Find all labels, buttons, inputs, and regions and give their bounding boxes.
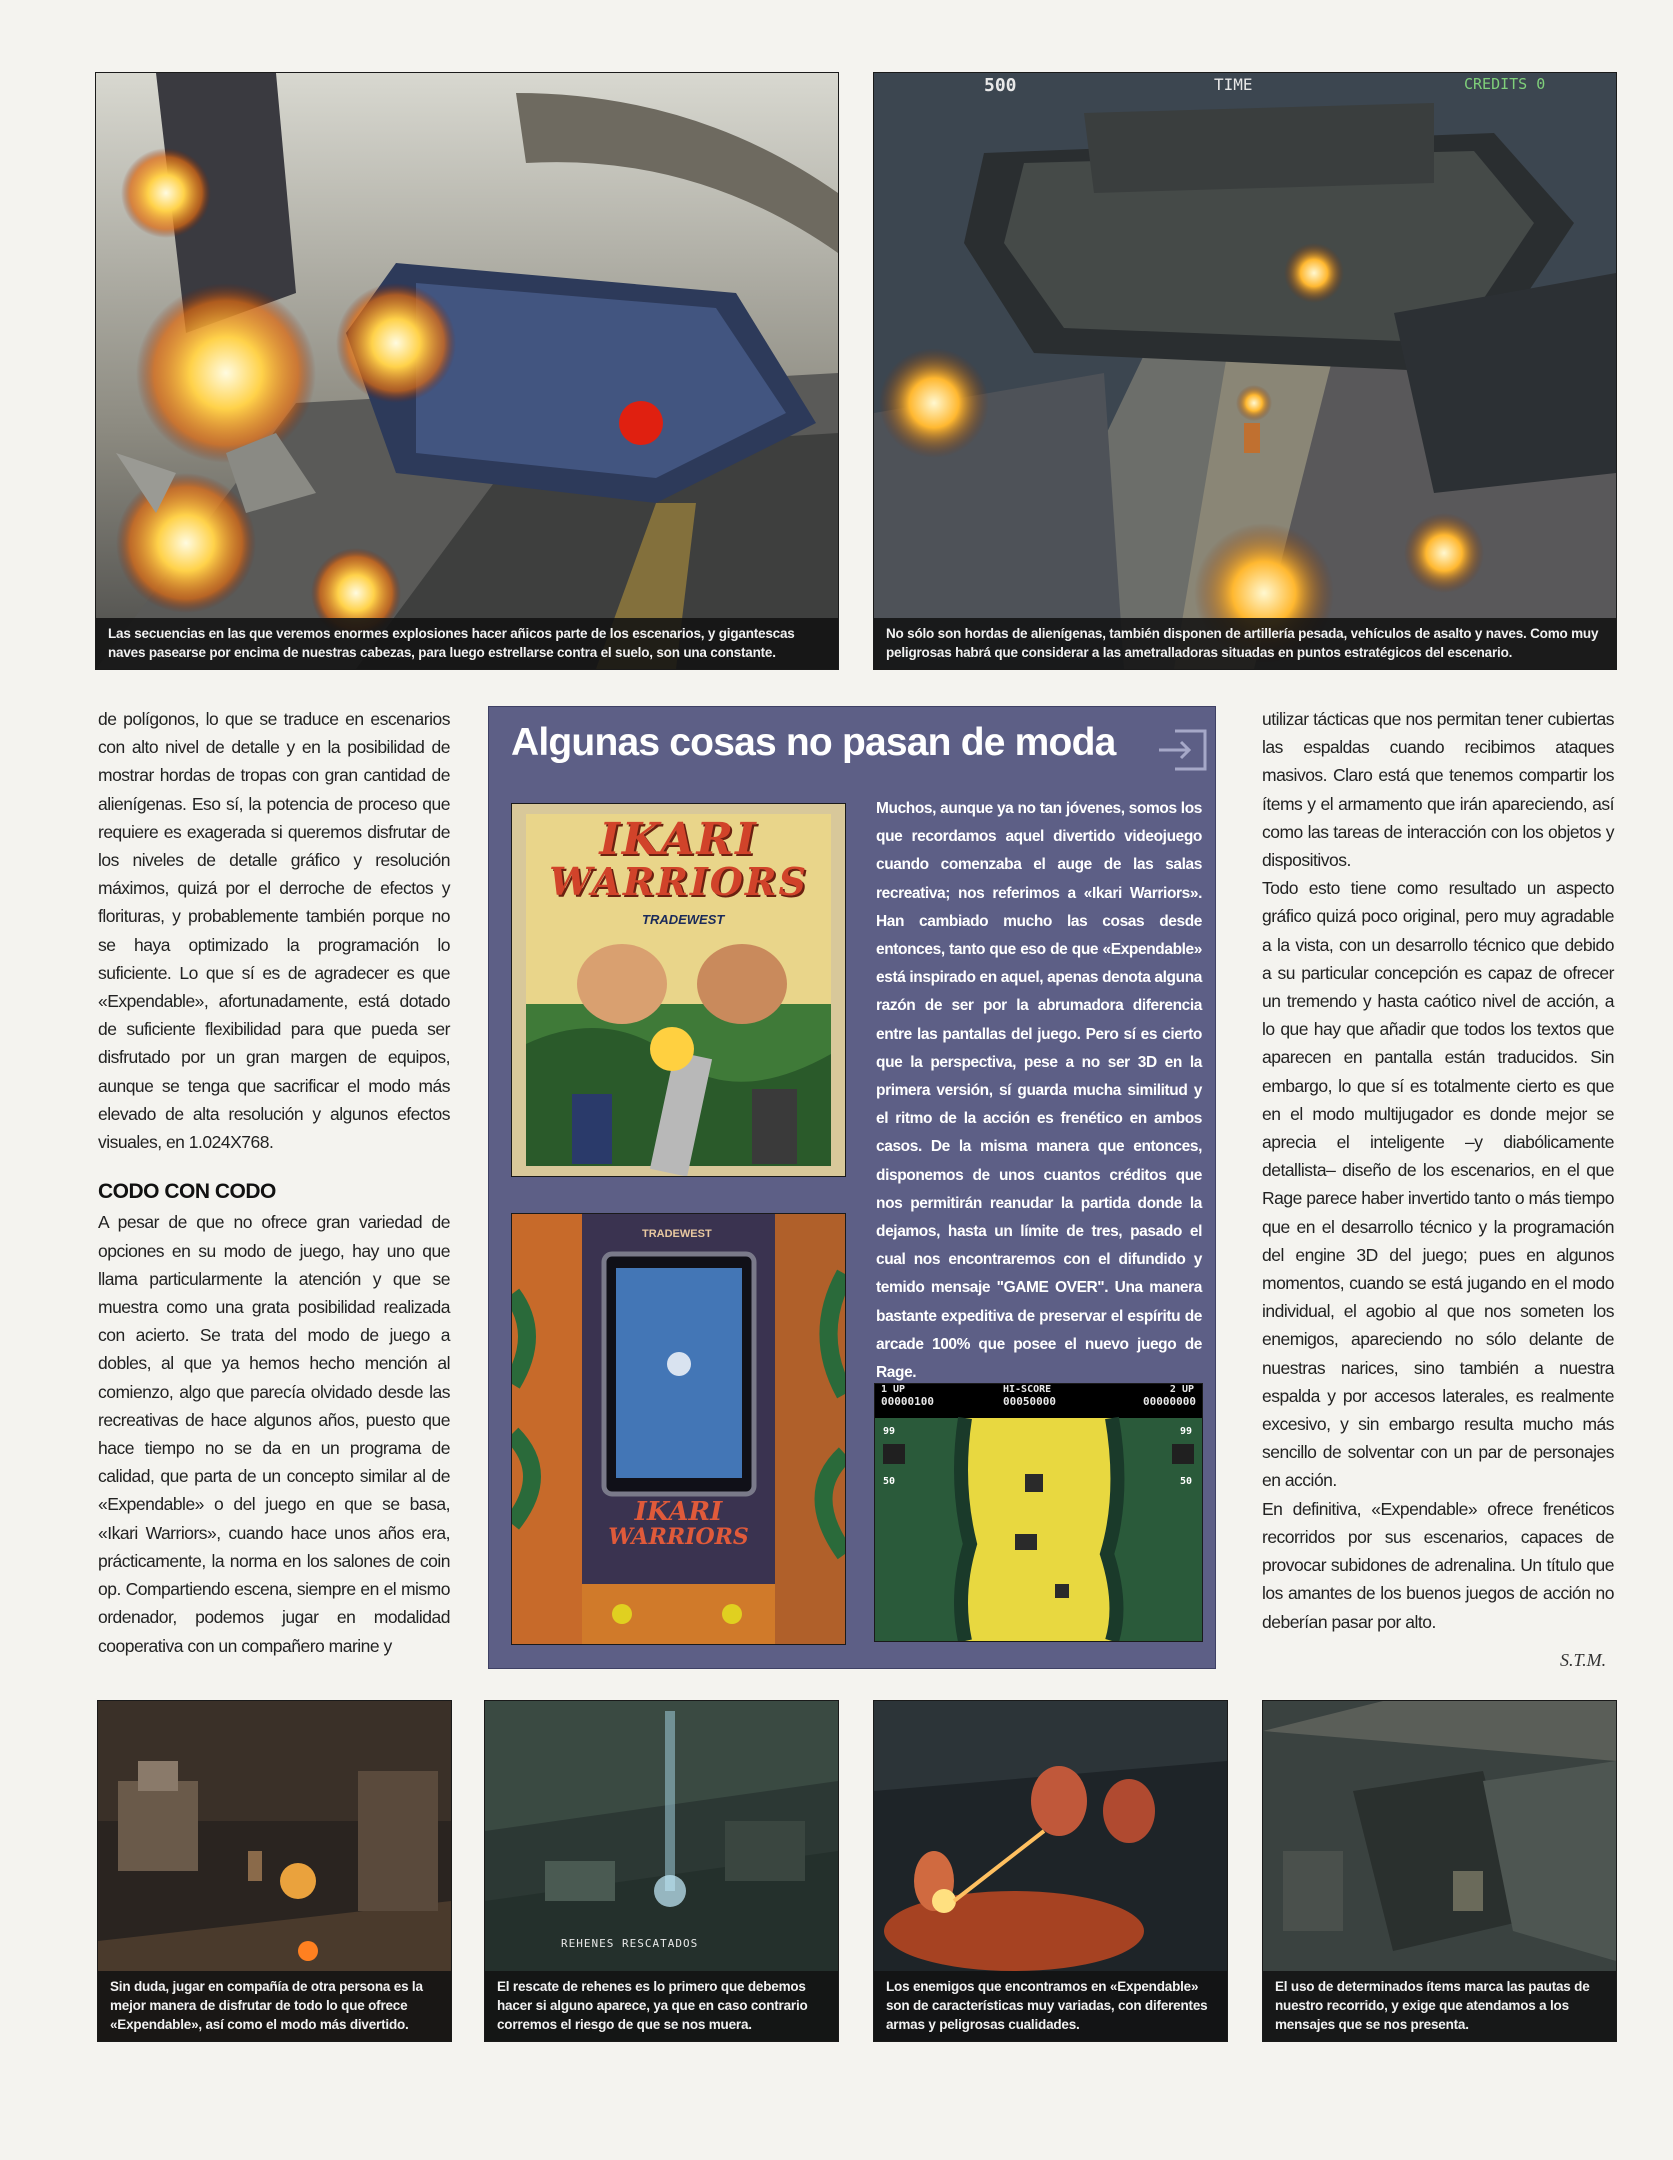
body-paragraph: En definitiva, «Expendable» ofrece frenéticos recorridos por sus escenarios, capaces de provocar subidones de adrenalina. Un título que los amantes de los buenos juegos de acción no deberían pasar por alto. bbox=[1262, 1498, 1614, 1632]
body-paragraph: A pesar de que no ofrece gran variedad de opciones en su modo de juego, hay uno que llama particularmente la atención y que se muestra como una grata posibilidad realizada con acierto. Se trata del modo de juego a dobles, al que ya hemos hecho mención al comienzo, algo que parecía olvidado desde las recreativas de hace algunos años, puesto que hace tiempo no se da en un programa de calidad, que parta de un concepto similar al de «Expendable» o del juego en que se basa, «Ikari Warriors», cuando hace unos años era, prácticamente, la norma en los salones de coin op. Compartiendo escena, siempre en el mismo ordenador, podemos jugar en modalidad cooperativa con un compañero marine y bbox=[98, 1212, 450, 1656]
exit-icon bbox=[1155, 727, 1209, 773]
sidebar-box bbox=[488, 706, 1216, 1669]
poster-logo: IKARI WARRIORS bbox=[549, 814, 808, 904]
cabinet-logo: IKARI WARRIORS bbox=[608, 1497, 749, 1550]
hud-time: TIME bbox=[1214, 75, 1253, 94]
screenshot-enemies bbox=[873, 1700, 1228, 2042]
photo-caption: El rescate de rehenes es lo primero que debemos hacer si alguno aparece, ya que en caso contrario corremos el riesgo de que se nos muera. bbox=[485, 1971, 838, 2041]
article-column-left bbox=[98, 705, 450, 1660]
photo-caption: Los enemigos que encontramos en «Expendable» son de características muy variadas, con diferentes armas y peligrosas cualidades. bbox=[874, 1971, 1227, 2041]
hud-score: 500 bbox=[984, 75, 1017, 96]
arcade-hud-2up-score: 00000000 bbox=[1143, 1395, 1196, 1408]
arcade-hud-1up-score: 00000100 bbox=[881, 1395, 934, 1408]
arcade-left-count: 99 bbox=[883, 1426, 896, 1437]
arcade-right-count: 99 bbox=[1179, 1426, 1192, 1437]
poster-publisher: TRADEWEST bbox=[642, 912, 725, 927]
cabinet-artwork bbox=[512, 1214, 845, 1644]
arcade-hud-2up: 2 UP bbox=[1169, 1384, 1194, 1395]
screenshot-explosion-ship bbox=[95, 72, 839, 670]
arcade-hud-1up: 1 UP bbox=[881, 1384, 906, 1395]
arcade-left-count: 50 bbox=[883, 1476, 896, 1487]
author-signature: S.T.M. bbox=[1560, 1650, 1607, 1670]
ikari-warriors-poster bbox=[511, 803, 846, 1177]
section-subheading: CODO CON CODO bbox=[98, 1180, 276, 1204]
screenshot-coop bbox=[97, 1700, 452, 2042]
article-column-right bbox=[1262, 705, 1614, 1636]
photo-caption: Las secuencias en las que veremos enormes explosiones hacer añicos parte de los escenarios, y gigantescas naves pasearse por encima de nuestras cabezas, para luego estrellarse contra el suelo, son una constante. bbox=[96, 618, 838, 669]
arcade-hud-hiscore: HI-SCORE bbox=[1003, 1384, 1052, 1395]
ikari-warriors-arcade-screen bbox=[874, 1383, 1203, 1642]
cabinet-publisher: TRADEWEST bbox=[642, 1228, 712, 1240]
sidebar-title: Algunas cosas no pasan de moda bbox=[511, 721, 1116, 764]
arcade-right-count: 50 bbox=[1179, 1476, 1192, 1487]
photo-caption: El uso de determinados ítems marca las pautas de nuestro recorrido, y exige que atendamos a los mensajes que se nos presenta. bbox=[1263, 1971, 1616, 2041]
body-paragraph: de polígonos, lo que se traduce en escenarios con alto nivel de detalle y en la posibilidad de mostrar hordas de tropas con gran cantidad de alienígenas. Eso sí, la potencia de proceso que requiere es exagerada si queremos disfrutar de los niveles de detalle gráfico y resolución máximos, quizá por el derroche de efectos y florituras, y probablemente también porque no se haya optimizado la programación lo suficiente. Lo que sí es de agradecer es que «Expendable», afortunadamente, está dotado de suficiente flexibilidad para que pueda ser disfrutado por un gran margen de equipos, aunque se tenga que sacrificar el modo más elevado de alta resolución y algunos efectos visuales, en 1.024X768. bbox=[98, 709, 450, 1153]
body-paragraph: Todo esto tiene como resultado un aspecto gráfico quizá poco original, pero muy agradable a la vista, con un desarrollo técnico que debido a su particular concepción es capaz de ofrecer un tremendo y hasta caótico nivel de acción, a lo que hay que añadir que todos los textos que aparecen en pantalla están traducidos. Sin embargo, lo que sí es totalmente cierto es que en el modo multijugador es donde mejor se aprecia el inteligente –y diabólicamente detallista– diseño de los escenarios, en el que Rage parece haber invertido tanto o más tiempo que en el desarrollo técnico y la programación del engine 3D del juego; pues en algunos momentos, cuando se está jugando en el modo individual, el agobio al que nos someten los enemigos, apareciendo no sólo delante de nuestras narices, sino también a nuestra espalda y por accesos laterales, es realmente excesivo, y sin embargo resulta mucho más sencillo de solventar con un par de personajes en acción. bbox=[1262, 878, 1614, 1491]
arcade-hud-hiscore-value: 00050000 bbox=[1003, 1395, 1056, 1408]
sidebar-text: Muchos, aunque ya no tan jóvenes, somos los que recordamos aquel divertido videojuego cuando comenzaba el auge de las salas recreativa; nos referimos a «Ikari Warriors». Han cambiado mucho las cosas desde entonces, tanto que eso de que «Expendable» está inspirado en aquel, apenas denota alguna razón de ser por la abrumadora diferencia entre las pantallas del juego. Pero sí es cierto que la perspectiva, pese a no ser 3D en la primera versión, sí guarda mucha similitud y el ritmo de la acción es frenético en ambos casos. De la misma manera que entonces, disponemos de unos cuantos créditos que nos permitirán reanudar la partida donde la dejamos, hasta un límite de tres, pasado el cual nos encontraremos con el difundido y temido mensaje "GAME OVER". Una manera bastante expeditiva de preservar el espíritu de arcade 100% que posee el nuevo juego de Rage. bbox=[876, 800, 1202, 1382]
body-paragraph: utilizar tácticas que nos permitan tener cubiertas las espaldas cuando recibimos ataques masivos. Claro está que tenemos compartir los ítems y el armamento que irán apareciendo, así como las tareas de interacción con los objetos y dispositivos. bbox=[1262, 709, 1614, 871]
hud-hostages-rescued: REHENES RESCATADOS bbox=[561, 1937, 699, 1950]
ikari-warriors-cabinet-photo bbox=[511, 1213, 846, 1645]
arcade-playfield bbox=[875, 1384, 1202, 1641]
photo-caption: Sin duda, jugar en compañía de otra persona es la mejor manera de disfrutar de todo lo que ofrece «Expendable», así como el modo más divertido. bbox=[98, 1971, 451, 2041]
screenshot-hostages bbox=[484, 1700, 839, 2042]
hud-credits: CREDITS 0 bbox=[1464, 75, 1546, 93]
screenshot-items bbox=[1262, 1700, 1617, 2042]
game-scene-tanks bbox=[874, 73, 1616, 669]
screenshot-tank-convoy bbox=[873, 72, 1617, 670]
game-scene-explosions bbox=[96, 73, 838, 669]
photo-caption: No sólo son hordas de alienígenas, también disponen de artillería pesada, vehículos de asalto y naves. Como muy peligrosas habrá que considerar a las ametralladoras situadas en puntos estratégicos del escenario. bbox=[874, 618, 1616, 669]
